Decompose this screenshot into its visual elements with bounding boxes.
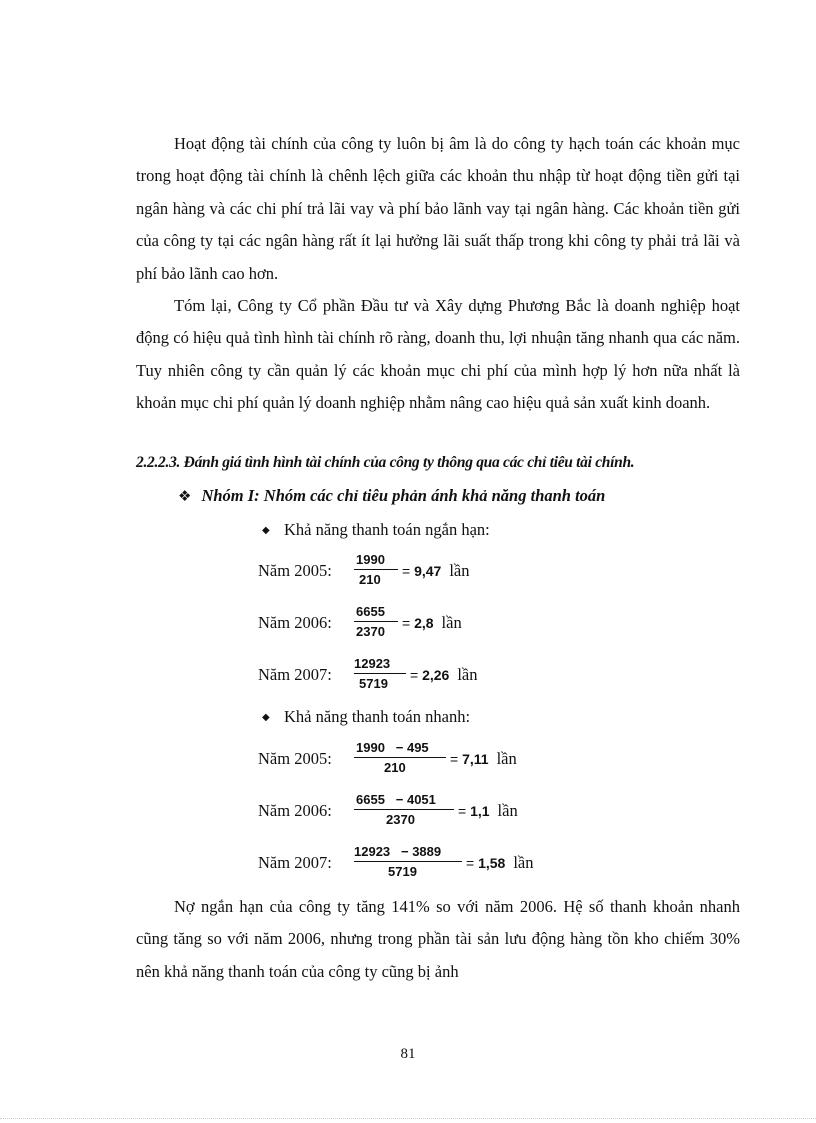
result: = 1,58 lần bbox=[466, 853, 534, 872]
group-heading: ❖ Nhóm I: Nhóm các chỉ tiêu phản ánh khả năng thanh toán bbox=[178, 486, 606, 505]
page-number: 81 bbox=[400, 1046, 416, 1062]
result: = 9,47 lần bbox=[402, 561, 470, 580]
fraction-bar bbox=[354, 621, 398, 622]
result: = 1,1 lần bbox=[458, 801, 518, 820]
fraction-bar bbox=[354, 861, 462, 862]
page-bottom-border bbox=[0, 1118, 816, 1119]
bullet-quick-ratio: ◆ Khả năng thanh toán nhanh: bbox=[262, 707, 471, 726]
fraction-bar bbox=[354, 673, 406, 674]
bullet-current-ratio: ◆ Khả năng thanh toán ngắn hạn: bbox=[262, 520, 490, 539]
paragraph-short-term-debt: Nợ ngắn hạn của công ty tăng 141% so với năm 2006. Hệ số thanh khoản nhanh cũng tăng so với năm 2006, nhưng trong phần tài sản lưu động hàng tồn kho chiếm 30% nên khả năng thanh toán của công ty cũng bị ảnh bbox=[136, 897, 740, 981]
fraction-bar bbox=[354, 809, 454, 810]
four-diamond-icon: ❖ bbox=[178, 487, 192, 505]
bullet-icon: ◆ bbox=[262, 525, 270, 536]
result: = 7,11 lần bbox=[450, 749, 517, 768]
paragraph-summary: Tóm lại, Công ty Cổ phần Đầu tư và Xây dựng Phương Bắc là doanh nghiệp hoạt động có hiệu quả tình hình tài chính rõ ràng, doanh thu, lợi nhuận tăng nhanh qua các năm. Tuy nhiên công ty cần quản lý các khoản mục chi phí của mình hợp lý hơn nữa nhất là khoản mục chi phí quản lý doanh nghiệp nhằm nâng cao hiệu quả sản xuất kinh doanh. bbox=[136, 296, 740, 413]
fraction-bar bbox=[354, 757, 446, 758]
fraction-bar bbox=[354, 569, 398, 570]
paragraph-financial-activity: Hoạt động tài chính của công ty luôn bị âm là do công ty hạch toán các khoản mục trong hoạt động tài chính là chênh lệch giữa các khoản thu nhập từ hoạt động tiền gửi tại ngân hàng và các chi phí trả lãi vay và phí bảo lãnh vay tại ngân hàng. Các khoản tiền gửi của công ty tại các ngân hàng rất ít lại hưởng lãi suất thấp trong khi công ty phải trả lãi và phí bảo lãnh cao hơn. bbox=[136, 134, 740, 283]
bullet-icon: ◆ bbox=[262, 712, 270, 723]
section-heading: 2.2.2.3. Đánh giá tình hình tài chính của công ty thông qua các chỉ tiêu tài chính. bbox=[136, 454, 635, 471]
result: = 2,8 lần bbox=[402, 613, 462, 632]
result: = 2,26 lần bbox=[410, 665, 478, 684]
